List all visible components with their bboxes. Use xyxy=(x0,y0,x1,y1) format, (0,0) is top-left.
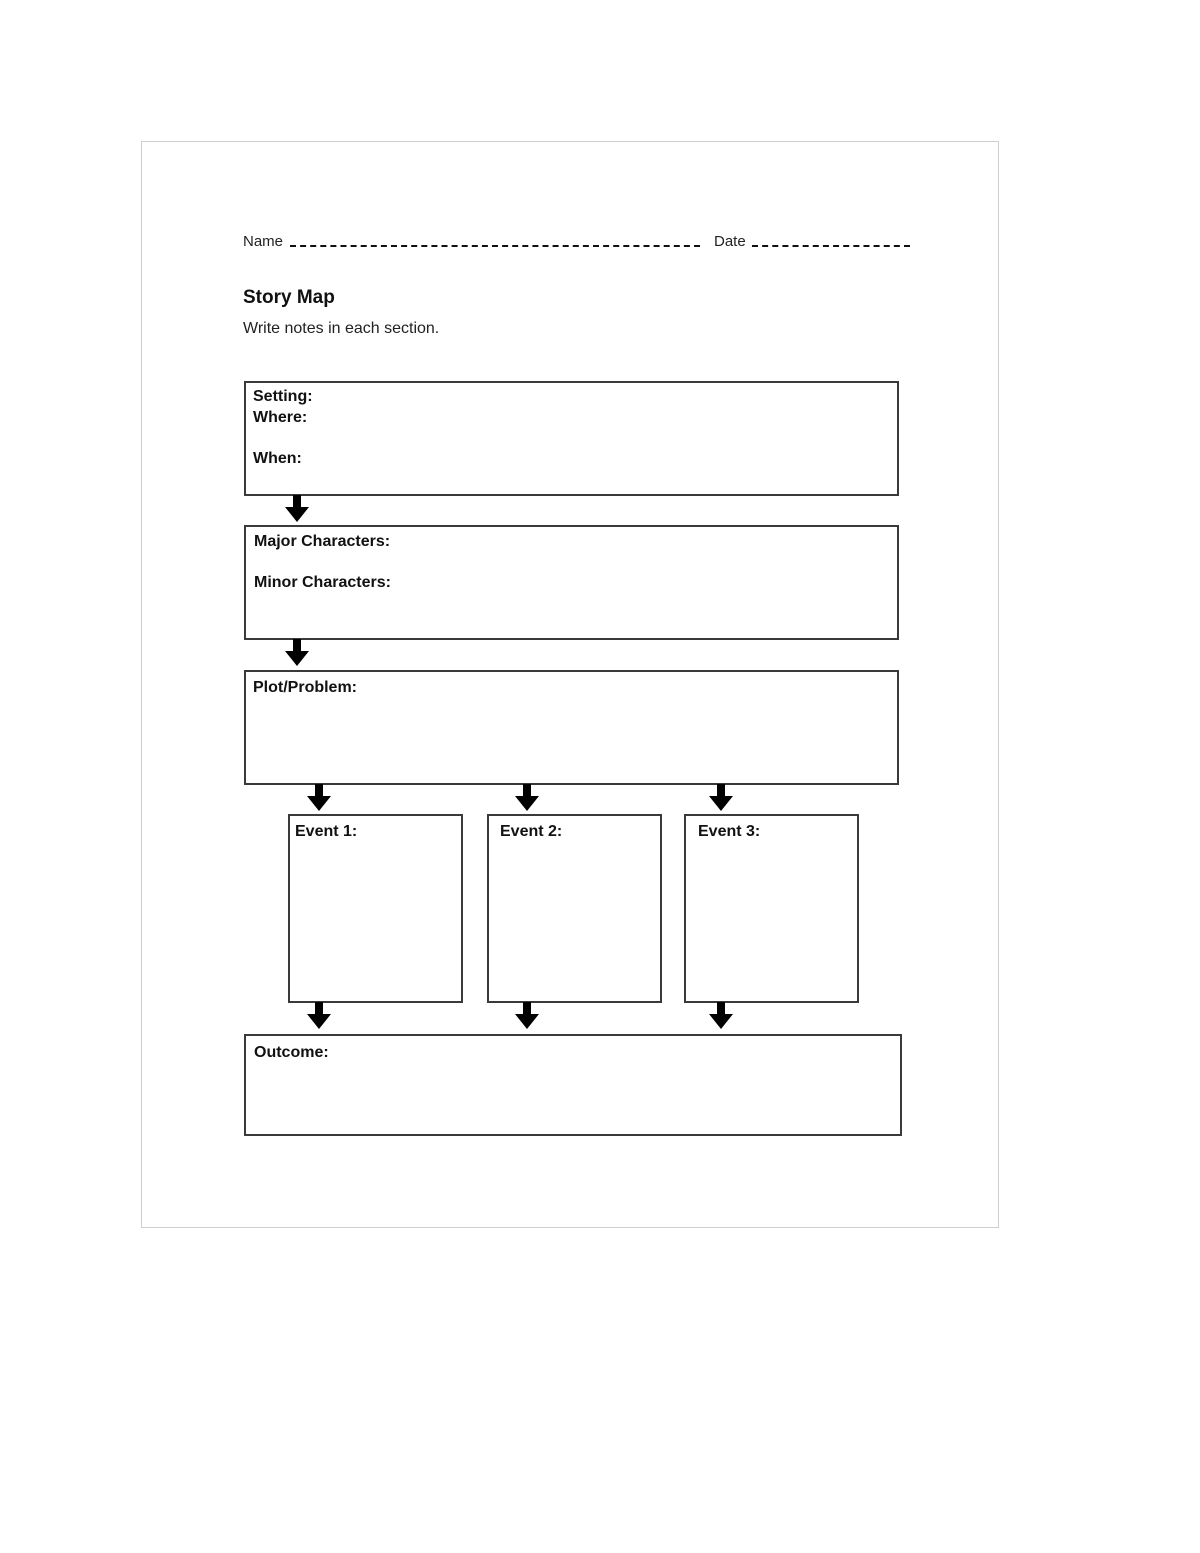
plot-problem-label: Plot/Problem: xyxy=(253,679,358,696)
minor-characters-label: Minor Characters: xyxy=(254,574,391,591)
name-field[interactable] xyxy=(290,245,700,247)
down-arrow-icon xyxy=(285,495,309,523)
where-label: Where: xyxy=(253,409,308,426)
down-arrow-icon xyxy=(515,1002,539,1030)
event-2-label: Event 2: xyxy=(500,823,563,840)
major-characters-label: Major Characters: xyxy=(254,533,391,550)
outcome-box[interactable] xyxy=(244,1034,902,1136)
instructions: Write notes in each section. xyxy=(243,320,440,337)
down-arrow-icon xyxy=(285,639,309,667)
setting-label: Setting: xyxy=(253,388,313,405)
event-3-label: Event 3: xyxy=(698,823,761,840)
down-arrow-icon xyxy=(515,784,539,812)
when-label: When: xyxy=(253,450,302,467)
event-3-box[interactable] xyxy=(684,814,859,1003)
outcome-label: Outcome: xyxy=(254,1044,329,1061)
down-arrow-icon xyxy=(307,1002,331,1030)
page-title: Story Map xyxy=(243,287,335,308)
plot-problem-box[interactable] xyxy=(244,670,899,785)
event-1-label: Event 1: xyxy=(295,823,358,840)
down-arrow-icon xyxy=(307,784,331,812)
down-arrow-icon xyxy=(709,784,733,812)
characters-box[interactable] xyxy=(244,525,899,640)
down-arrow-icon xyxy=(709,1002,733,1030)
event-1-box[interactable] xyxy=(288,814,463,1003)
date-field[interactable] xyxy=(752,245,910,247)
setting-box[interactable] xyxy=(244,381,899,496)
date-label: Date xyxy=(714,233,746,250)
name-label: Name xyxy=(243,233,284,250)
event-2-box[interactable] xyxy=(487,814,662,1003)
